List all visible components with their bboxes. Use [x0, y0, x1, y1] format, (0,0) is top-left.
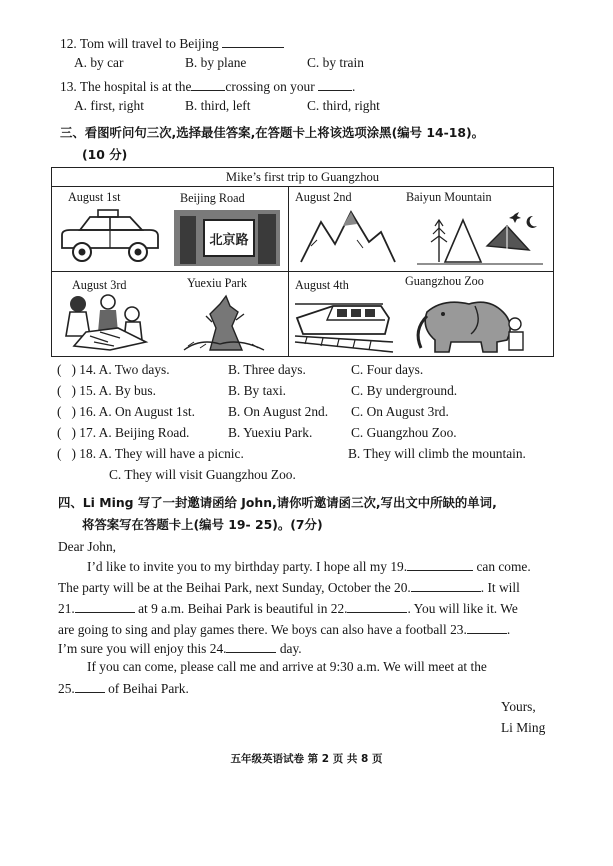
letter-text: The party will be at the Beihai Park, next Sunday, October the 20.: [58, 580, 411, 595]
option-a: 16. A. On August 1st.: [79, 404, 195, 419]
q12-blank[interactable]: [222, 35, 284, 48]
table-cell-aug4: [289, 272, 553, 356]
answer-paren-open[interactable]: (: [57, 446, 62, 461]
option-row-16: [57, 405, 195, 418]
option-b: B. On August 2nd.: [228, 404, 329, 419]
option-c: C. Four days.: [351, 362, 424, 377]
option-a: 18. A. They will have a picnic.: [79, 446, 244, 461]
mountain-tent-icon: [297, 206, 547, 268]
blank-25[interactable]: [75, 680, 105, 693]
letter-greeting: Dear John,: [58, 539, 117, 554]
option-c: C. On August 3rd.: [351, 404, 449, 419]
answer-paren-open[interactable]: (: [57, 404, 62, 419]
option-row-14: [57, 363, 170, 376]
option-c: C. They will visit Guangzhou Zoo.: [109, 467, 296, 482]
letter-line-4: [58, 621, 510, 636]
option-b: B. Three days.: [228, 362, 306, 377]
cell-date: August 2nd: [295, 190, 352, 204]
letter-line-1: [87, 558, 531, 573]
section-3-heading: 三、看图听问句三次,选择最佳答案,在答题卡上将该选项涂黑(编号 14-18)。: [60, 125, 485, 140]
q12-option-b: B. by plane: [185, 55, 247, 70]
letter-line-2: [58, 579, 520, 594]
answer-paren-open[interactable]: (: [57, 383, 62, 398]
answer-paren-close[interactable]: ): [71, 383, 76, 398]
cell-place: Beijing Road: [180, 191, 245, 205]
table-cell-aug3: [52, 272, 288, 356]
q13-stem-end: .: [352, 79, 356, 94]
picnic-statue-icon: [60, 292, 284, 354]
section-4-heading: 四、Li Ming 写了一封邀请函给 John,请你听邀请函三次,写出文中所缺的单词,: [58, 495, 497, 510]
letter-text: 21.: [58, 601, 75, 616]
table-cell-aug1: [52, 186, 288, 271]
table-title: Mike’s first trip to Guangzhou: [52, 168, 553, 187]
answer-paren-open[interactable]: (: [57, 425, 62, 440]
q12-option-c: C. by train: [307, 55, 364, 70]
q13-option-b: B. third, left: [185, 98, 251, 113]
sign-text: 北京路: [209, 233, 249, 248]
taxi-icon: [58, 208, 162, 266]
street-sign-icon: [172, 208, 282, 268]
cell-date: August 3rd: [72, 278, 127, 292]
option-row-15: [57, 384, 156, 397]
q12-stem: 12. Tom will travel to Beijing: [60, 36, 219, 51]
table-cell-aug2: [289, 186, 553, 271]
letter-text: I’m sure you will enjoy this 24.: [58, 641, 227, 656]
cell-place: Baiyun Mountain: [406, 190, 492, 204]
cell-date: August 1st: [68, 190, 121, 204]
option-a: 14. A. Two days.: [79, 362, 170, 377]
letter-line-5: [58, 640, 302, 655]
question-12: [60, 35, 284, 50]
letter-closing: Yours,: [501, 699, 536, 714]
letter-text: of Beihai Park.: [108, 681, 189, 696]
option-a: 15. A. By bus.: [79, 383, 156, 398]
question-13: [60, 78, 355, 93]
option-c: C. Guangzhou Zoo.: [351, 425, 457, 440]
blank-20[interactable]: [411, 579, 481, 592]
page-footer: 五年级英语试卷 第 2 页 共 8 页: [230, 753, 383, 765]
answer-paren-close[interactable]: ): [71, 362, 76, 377]
q13-option-c: C. third, right: [307, 98, 380, 113]
letter-text: at 9 a.m. Beihai Park is beautiful in 22.: [138, 601, 348, 616]
cell-place: Guangzhou Zoo: [405, 274, 484, 288]
cell-place: Yuexiu Park: [187, 276, 247, 290]
option-b: B. Yuexiu Park.: [228, 425, 313, 440]
letter-text: . It will: [480, 580, 520, 595]
letter-text: day.: [279, 641, 302, 656]
option-b: B. They will climb the mountain.: [348, 446, 526, 461]
blank-21[interactable]: [75, 600, 135, 613]
answer-paren-close[interactable]: ): [71, 425, 76, 440]
q13-option-a: A. first, right: [74, 98, 144, 113]
q12-option-a: A. by car: [74, 55, 124, 70]
letter-line-6: If you can come, please call me and arrive at 9:30 a.m. We will meet at the: [87, 659, 487, 674]
letter-text: are going to sing and play games there. We boys can also have a football 23.: [58, 622, 467, 637]
letter-text: can come.: [476, 559, 531, 574]
letter-line-3: [58, 600, 518, 615]
option-row-17: [57, 426, 189, 439]
train-elephant-icon: [293, 294, 549, 354]
letter-line-7: [58, 680, 189, 695]
option-c: C. By underground.: [351, 383, 458, 398]
letter-text: 25.: [58, 681, 75, 696]
option-row-18: [57, 447, 244, 460]
option-b: B. By taxi.: [228, 383, 287, 398]
answer-paren-close[interactable]: ): [71, 404, 76, 419]
blank-22[interactable]: [347, 600, 407, 613]
letter-text: I’d like to invite you to my birthday party. I hope all my 19.: [87, 559, 408, 574]
letter-text: .: [506, 622, 511, 637]
section-4-instruction: 将答案写在答题卡上(编号 19- 25)。(7分): [82, 517, 323, 532]
q13-blank-2[interactable]: [318, 78, 352, 91]
answer-paren-open[interactable]: (: [57, 362, 62, 377]
q13-stem-pre: 13. The hospital is at the: [60, 79, 192, 94]
blank-24[interactable]: [226, 640, 276, 653]
q13-blank-1[interactable]: [191, 78, 225, 91]
blank-19[interactable]: [407, 558, 473, 571]
blank-23[interactable]: [467, 621, 507, 634]
letter-text: . You will like it. We: [407, 601, 518, 616]
q13-stem-mid: crossing on your: [225, 79, 315, 94]
trip-table: [51, 167, 554, 357]
option-a: 17. A. Beijing Road.: [79, 425, 190, 440]
answer-paren-close[interactable]: ): [71, 446, 76, 461]
section-3-score: (10 分): [82, 147, 128, 162]
cell-date: August 4th: [295, 278, 349, 292]
letter-signature: Li Ming: [501, 720, 546, 735]
